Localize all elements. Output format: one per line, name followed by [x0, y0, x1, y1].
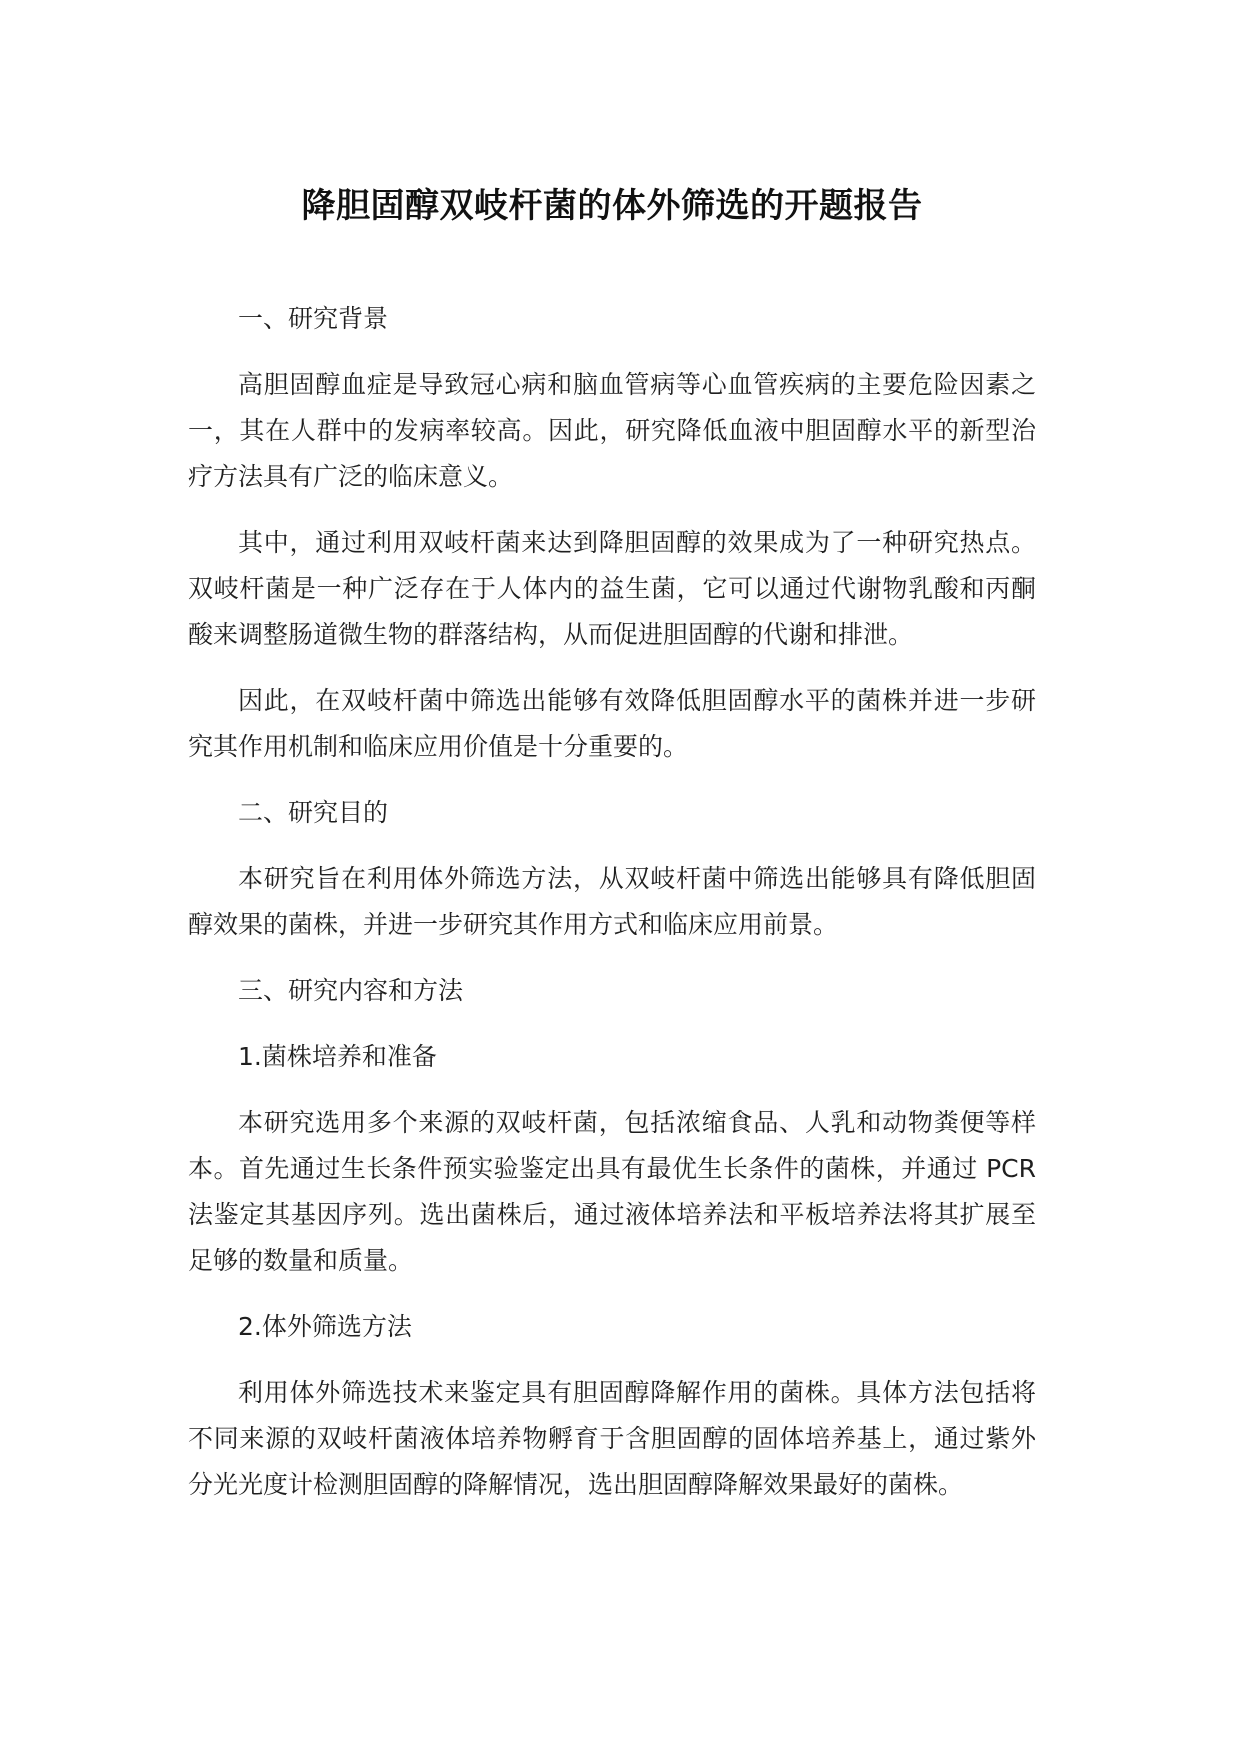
section-heading-background: 一、研究背景 — [238, 304, 389, 333]
paragraph-background-3: 因此，在双岐杆菌中筛选出能够有效降低胆固醇水平的菌株并进一步研究其作用机制和临床应用价值是十分重要的。 — [188, 686, 1036, 761]
subsection-heading-strain-culture: 1.菌株培养和准备 — [238, 1042, 437, 1071]
section-heading-purpose: 二、研究目的 — [238, 798, 389, 827]
paragraph-background-2: 其中，通过利用双岐杆菌来达到降胆固醇的效果成为了一种研究热点。双岐杆菌是一种广泛存在于人体内的益生菌，它可以通过代谢物乳酸和丙酮酸来调整肠道微生物的群落结构，从而促进胆固醇的代谢和排泄。 — [188, 528, 1036, 649]
paragraph-in-vitro-screening: 利用体外筛选技术来鉴定具有胆固醇降解作用的菌株。具体方法包括将不同来源的双岐杆菌液体培养物孵育于含胆固醇的固体培养基上，通过紫外分光光度计检测胆固醇的降解情况，选出胆固醇降解效果最好的菌株。 — [188, 1378, 1036, 1499]
paragraph-purpose-1: 本研究旨在利用体外筛选方法，从双岐杆菌中筛选出能够具有降低胆固醇效果的菌株，并进一步研究其作用方式和临床应用前景。 — [188, 864, 1036, 939]
subsection-heading-in-vitro-screening: 2.体外筛选方法 — [238, 1312, 412, 1341]
document-page — [188, 0, 1036, 1528]
paragraph-background-1: 高胆固醇血症是导致冠心病和脑血管病等心血管疾病的主要危险因素之一，其在人群中的发病率较高。因此，研究降低血液中胆固醇水平的新型治疗方法具有广泛的临床意义。 — [188, 370, 1036, 491]
paragraph-strain-culture: 本研究选用多个来源的双岐杆菌，包括浓缩食品、人乳和动物粪便等样本。首先通过生长条件预实验鉴定出具有最优生长条件的菌株，并通过 PCR 法鉴定其基因序列。选出菌株后，通过液体培养法和平板培养法将其扩展至足够的数量和质量。 — [188, 1108, 1036, 1275]
document-body — [188, 296, 1036, 1508]
section-heading-methods: 三、研究内容和方法 — [238, 976, 464, 1005]
document-title: 降胆固醇双岐杆菌的体外筛选的开题报告 — [301, 186, 923, 226]
